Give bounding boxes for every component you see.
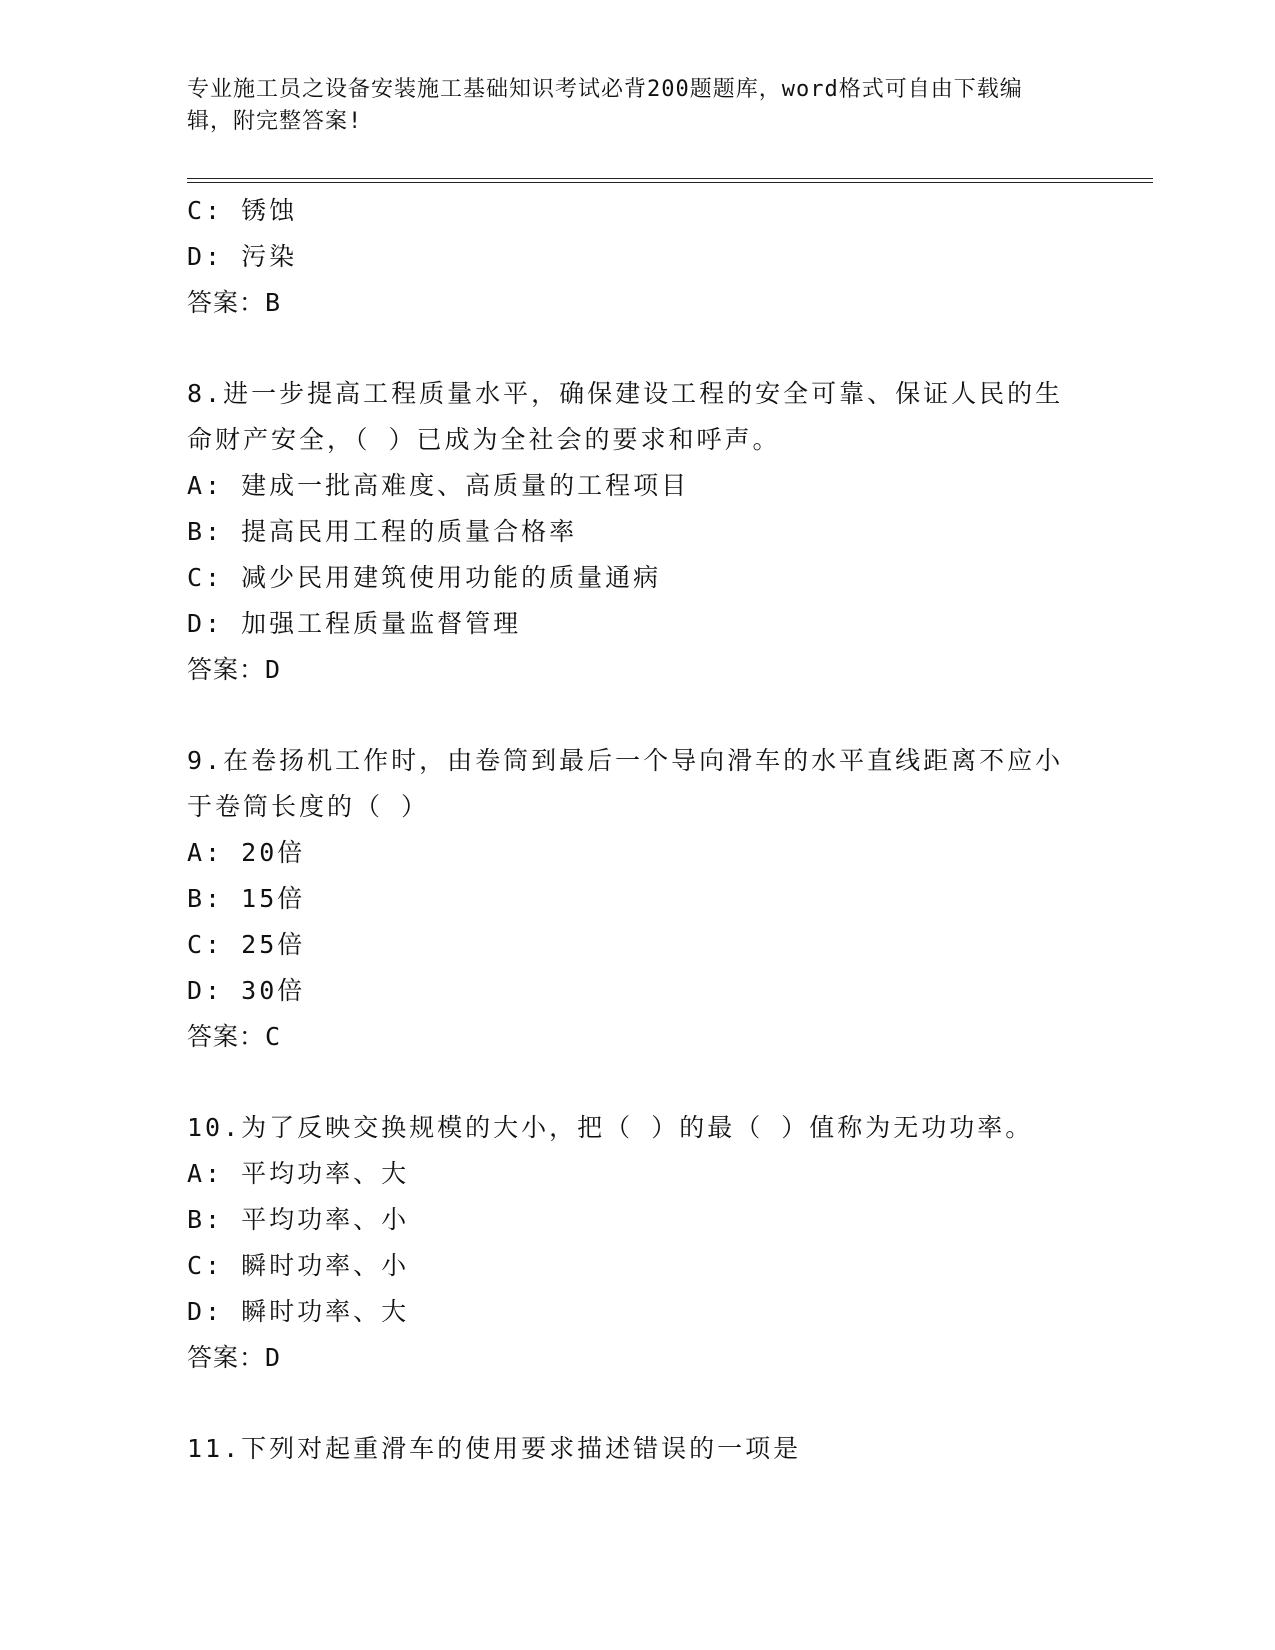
- option-d: D: 加强工程质量监督管理: [187, 609, 522, 638]
- question-list: [187, 188, 1087, 1472]
- option-b: B: 15倍: [187, 884, 306, 913]
- option-c: C: 瞬时功率、小: [187, 1251, 410, 1280]
- header-rule-top: [187, 178, 1153, 179]
- option-b: B: 平均功率、小: [187, 1205, 410, 1234]
- spacer: [187, 693, 1087, 738]
- spacer: [187, 326, 1087, 371]
- option-c: C: 减少民用建筑使用功能的质量通病: [187, 563, 662, 592]
- option-d: D: 污染: [187, 242, 298, 271]
- question-block-7-tail: [187, 188, 1087, 326]
- option-a: A: 建成一批高难度、高质量的工程项目: [187, 471, 690, 500]
- answer-line: 答案：C: [187, 1022, 282, 1051]
- option-c: C: 25倍: [187, 930, 306, 959]
- question-text: 8.进一步提高工程质量水平，确保建设工程的安全可靠、保证人民的生命财产安全，（ ）已成为全社会的要求和呼声。: [187, 379, 1064, 454]
- answer-line: 答案：D: [187, 655, 282, 684]
- document-header: 专业施工员之设备安装施工基础知识考试必背200题题库，word格式可自由下载编辑，附完整答案!: [187, 77, 1023, 134]
- option-c: C: 锈蚀: [187, 196, 298, 225]
- question-block-11: [187, 1426, 1087, 1472]
- question-block-9: [187, 738, 1087, 1060]
- answer-line: 答案：B: [187, 288, 282, 317]
- header-rule-bottom: [187, 182, 1153, 183]
- option-d: D: 瞬时功率、大: [187, 1297, 410, 1326]
- question-block-8: [187, 371, 1087, 693]
- option-a: A: 平均功率、大: [187, 1159, 410, 1188]
- answer-line: 答案：D: [187, 1343, 282, 1372]
- question-text: 10.为了反映交换规模的大小，把（ ）的最（ ）值称为无功功率。: [187, 1113, 1034, 1142]
- option-b: B: 提高民用工程的质量合格率: [187, 517, 578, 546]
- question-text: 9.在卷扬机工作时，由卷筒到最后一个导向滑车的水平直线距离不应小于卷筒长度的（ ）: [187, 746, 1064, 821]
- option-a: A: 20倍: [187, 838, 306, 867]
- option-d: D: 30倍: [187, 976, 306, 1005]
- question-block-10: [187, 1105, 1087, 1381]
- question-text: 11.下列对起重滑车的使用要求描述错误的一项是: [187, 1434, 802, 1463]
- spacer: [187, 1381, 1087, 1426]
- spacer: [187, 1060, 1087, 1105]
